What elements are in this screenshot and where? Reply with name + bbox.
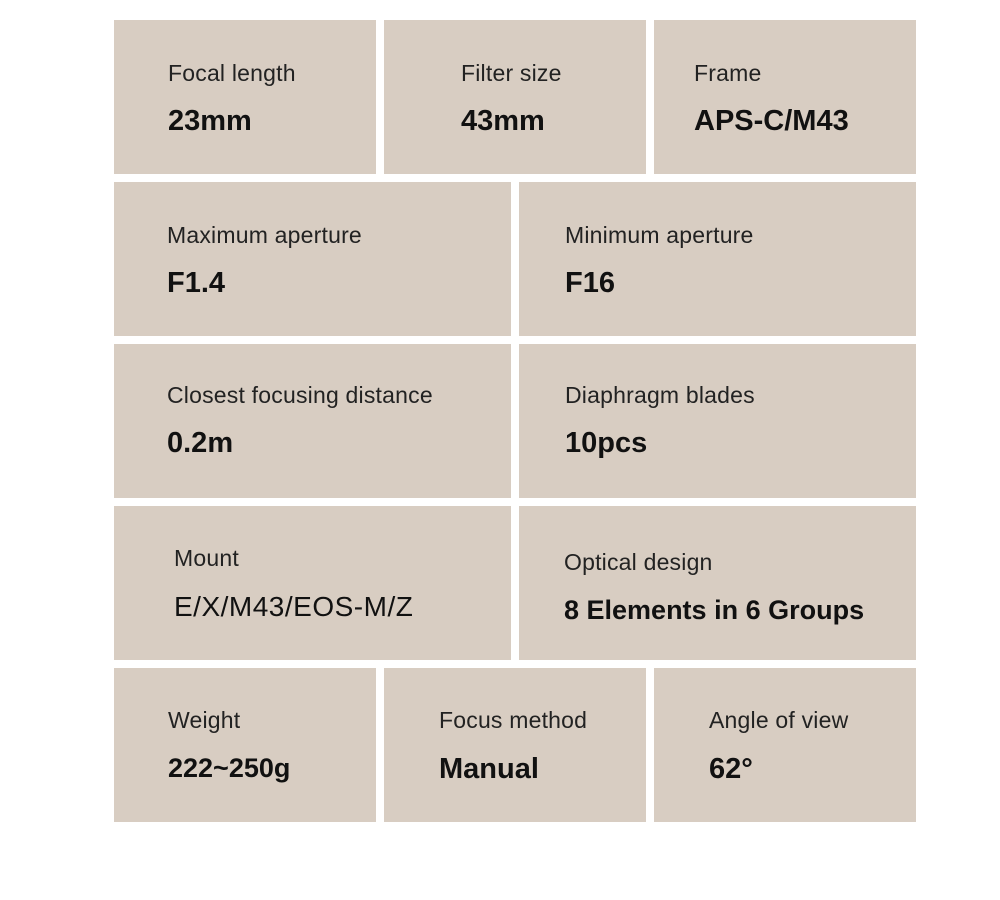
spec-card-focus-method [384,668,646,822]
spec-label: Diaphragm blades [565,382,755,408]
spec-label: Focal length [168,60,296,86]
spec-label: Optical design [564,549,713,575]
spec-value: Manual [439,753,539,785]
spec-card-angle-of-view [654,668,916,822]
spec-value: 23mm [168,105,252,137]
spec-card-mount [114,506,511,660]
spec-card-weight [114,668,376,822]
spec-card-diaphragm-blades [519,344,916,498]
spec-label: Filter size [461,60,562,86]
spec-value: F16 [565,267,615,299]
spec-card-frame [654,20,916,174]
spec-label: Angle of view [709,707,849,733]
spec-value: 222~250g [168,753,291,783]
spec-label: Mount [174,545,239,571]
spec-card-maximum-aperture [114,182,511,336]
spec-value: APS-C/M43 [694,105,849,137]
spec-value: E/X/M43/EOS-M/Z [174,591,414,622]
spec-label: Weight [168,707,241,733]
spec-label: Focus method [439,707,588,733]
spec-value: 10pcs [565,427,648,459]
spec-label: Closest focusing distance [167,382,433,408]
spec-card-minimum-aperture [519,182,916,336]
spec-value: 8 Elements in 6 Groups [564,595,865,625]
spec-value: F1.4 [167,267,226,299]
spec-label: Maximum aperture [167,222,362,248]
spec-card-focal-length [114,20,376,174]
spec-card-filter-size [384,20,646,174]
spec-value: 43mm [461,105,545,137]
spec-label: Frame [694,60,762,86]
spec-value: 0.2m [167,427,234,459]
spec-card-closest-focusing-distance [114,344,511,498]
spec-card-optical-design [519,506,916,660]
spec-value: 62° [709,753,753,785]
spec-label: Minimum aperture [565,222,754,248]
